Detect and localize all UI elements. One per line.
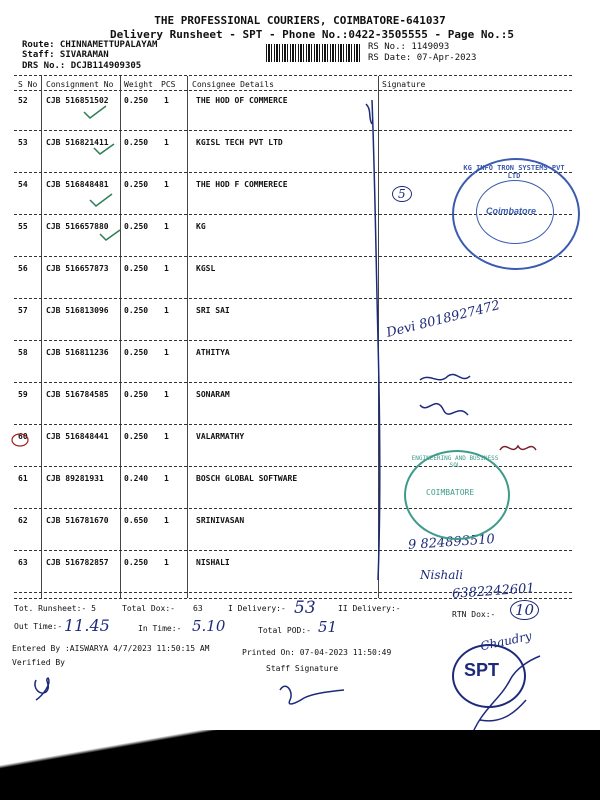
row-pcs: 1 (164, 96, 169, 105)
row-consignee: NISHALI (196, 558, 230, 567)
i-delivery-hand: 53 (294, 598, 316, 618)
row-sno: 63 (18, 558, 28, 567)
row-consignee: KGSL (196, 264, 216, 273)
row-consignment-no: CJB 516811236 (46, 348, 109, 357)
col-signature: Signature (382, 80, 426, 89)
row-consignee: KGISL TECH PVT LTD (196, 138, 283, 147)
rs-number: RS No.: 1149093 (368, 42, 450, 52)
row63-phone-hand: 6382242601 (451, 581, 536, 602)
in-time-label: In Time:- (138, 624, 182, 633)
printed-on: Printed On: 07-04-2023 11:50:49 (242, 648, 392, 657)
ink-squiggle (366, 104, 372, 124)
row-consignment-no: CJB 516851502 (46, 96, 109, 105)
row-pcs: 1 (164, 264, 169, 273)
row-weight: 0.250 (124, 180, 149, 189)
route: Route: CHINNAMETTUPALAYAM (22, 40, 158, 50)
in-time-hand: 5.10 (192, 617, 226, 635)
staff: Staff: SIVARAMAN (22, 50, 109, 60)
row63-name-hand: Nishali (420, 568, 464, 582)
row-pcs: 1 (164, 558, 169, 567)
company-title: THE PROFESSIONAL COURIERS, COIMBATORE-641037 (154, 14, 446, 27)
row-sno: 52 (18, 96, 28, 105)
row-consignment-no: CJB 516657873 (46, 264, 109, 273)
row-consignment-no: CJB 516781670 (46, 516, 109, 525)
row-weight: 0.250 (124, 222, 149, 231)
row-pcs: 1 (164, 516, 169, 525)
row-sno: 58 (18, 348, 28, 357)
row-sno: 54 (18, 180, 28, 189)
staff-signature (280, 686, 344, 704)
row-pcs: 1 (164, 138, 169, 147)
total-dox-value: 63 (193, 604, 203, 613)
kg-stamp-text: KG INFO TRON SYSTEMS PVT LTD (463, 164, 565, 180)
row-consignee: KG (196, 222, 206, 231)
check-mark (90, 194, 112, 206)
row57-handwriting: Devi 8018927472 (384, 298, 502, 341)
ii-delivery-label: II Delivery:- (338, 604, 401, 613)
sig-right: Chaudry (479, 628, 533, 654)
row-pcs: 1 (164, 306, 169, 315)
tot-runsheet: Tot. Runsheet:- 5 (14, 604, 96, 613)
row-consignee: ATHITYA (196, 348, 230, 357)
row-pcs: 1 (164, 222, 169, 231)
total-pod-label: Total POD:- (258, 626, 311, 635)
row-consignee: SRINIVASAN (196, 516, 245, 525)
row-consignee: SONARAM (196, 390, 230, 399)
row-weight: 0.250 (124, 306, 149, 315)
row-consignee: VALARMATHY (196, 432, 245, 441)
runsheet-title: Delivery Runsheet - SPT - Phone No.:0422-3505555 - Page No.:5 (110, 28, 514, 41)
row-sno: 57 (18, 306, 28, 315)
total-dox-label: Total Dox:- (122, 604, 175, 613)
row-consignment-no: CJB 516657880 (46, 222, 109, 231)
total-pod-hand: 51 (318, 618, 338, 636)
i-delivery-label: I Delivery:- (228, 604, 286, 613)
row-weight: 0.250 (124, 348, 149, 357)
row-weight: 0.250 (124, 96, 149, 105)
rtn-dox-label: RTN Dox:- (452, 610, 496, 619)
row-weight: 0.650 (124, 516, 149, 525)
row-consignment-no: CJB 516813096 (46, 306, 109, 315)
row-pcs: 1 (164, 474, 169, 483)
out-time-hand: 11.45 (64, 616, 110, 635)
row-sno: 60 (18, 432, 28, 441)
verified-by: Verified By (12, 658, 65, 667)
row-sno: 59 (18, 390, 28, 399)
row-sno: 61 (18, 474, 28, 483)
row54-mark: 5 (392, 186, 412, 202)
row-consignment-no: CJB 516782857 (46, 558, 109, 567)
row-weight: 0.250 (124, 432, 149, 441)
engineering-stamp-city: COIMBATORE (426, 488, 475, 497)
spt-stamp-text: SPT (464, 660, 500, 680)
col-weight: Weight (124, 80, 153, 89)
row-pcs: 1 (164, 432, 169, 441)
row-consignee: THE HOD F COMMERECE (196, 180, 288, 189)
row-consignment-no: CJB 516848441 (46, 432, 109, 441)
kg-stamp-city: Coimbatore (486, 206, 537, 216)
row-sno: 55 (18, 222, 28, 231)
staff-signature-label: Staff Signature (266, 664, 339, 673)
red-circle (12, 434, 28, 446)
rs-date: RS Date: 07-Apr-2023 (368, 53, 477, 63)
check-mark (100, 230, 120, 240)
rtn-dox-hand: 10 (510, 600, 539, 620)
col-sno: S No (18, 80, 38, 89)
row-consignment-no: CJB 516784585 (46, 390, 109, 399)
row-weight: 0.250 (124, 558, 149, 567)
row62-handwriting: 9 824893510 (407, 531, 496, 554)
ink-line (372, 100, 380, 580)
check-mark (94, 144, 114, 154)
row-weight: 0.250 (124, 264, 149, 273)
signature-scribble (420, 374, 470, 415)
row-sno: 56 (18, 264, 28, 273)
check-mark (84, 106, 106, 118)
row-consignee: SRI SAI (196, 306, 230, 315)
engineering-stamp-text: ENGINEERING AND BUSINESS SOL (411, 455, 499, 469)
col-consignment: Consignment No (46, 80, 114, 89)
col-consignee: Consignee Details (192, 80, 274, 89)
verified-signature (35, 678, 49, 700)
col-pcs: PCS (161, 80, 176, 89)
row-sno: 62 (18, 516, 28, 525)
row-sno: 53 (18, 138, 28, 147)
row-consignment-no: CJB 516821411 (46, 138, 109, 147)
row-pcs: 1 (164, 180, 169, 189)
entered-by: Entered By :AISWARYA 4/7/2023 11:50:15 AM (12, 644, 210, 653)
row-consignee: BOSCH GLOBAL SOFTWARE (196, 474, 298, 483)
row-consignee: THE HOD OF COMMERCE (196, 96, 288, 105)
row-consignment-no: CJB 516848481 (46, 180, 109, 189)
scan-shadow (0, 730, 600, 800)
row-pcs: 1 (164, 348, 169, 357)
row-weight: 0.250 (124, 138, 149, 147)
row-pcs: 1 (164, 390, 169, 399)
signature-scribble (500, 446, 536, 450)
row-weight: 0.240 (124, 474, 149, 483)
row-consignment-no: CJB 89281931 (46, 474, 104, 483)
row-weight: 0.250 (124, 390, 149, 399)
out-time-label: Out Time:- (14, 622, 63, 631)
big-signature (470, 656, 540, 740)
drs-number: DRS No.: DCJB114909305 (22, 61, 142, 71)
